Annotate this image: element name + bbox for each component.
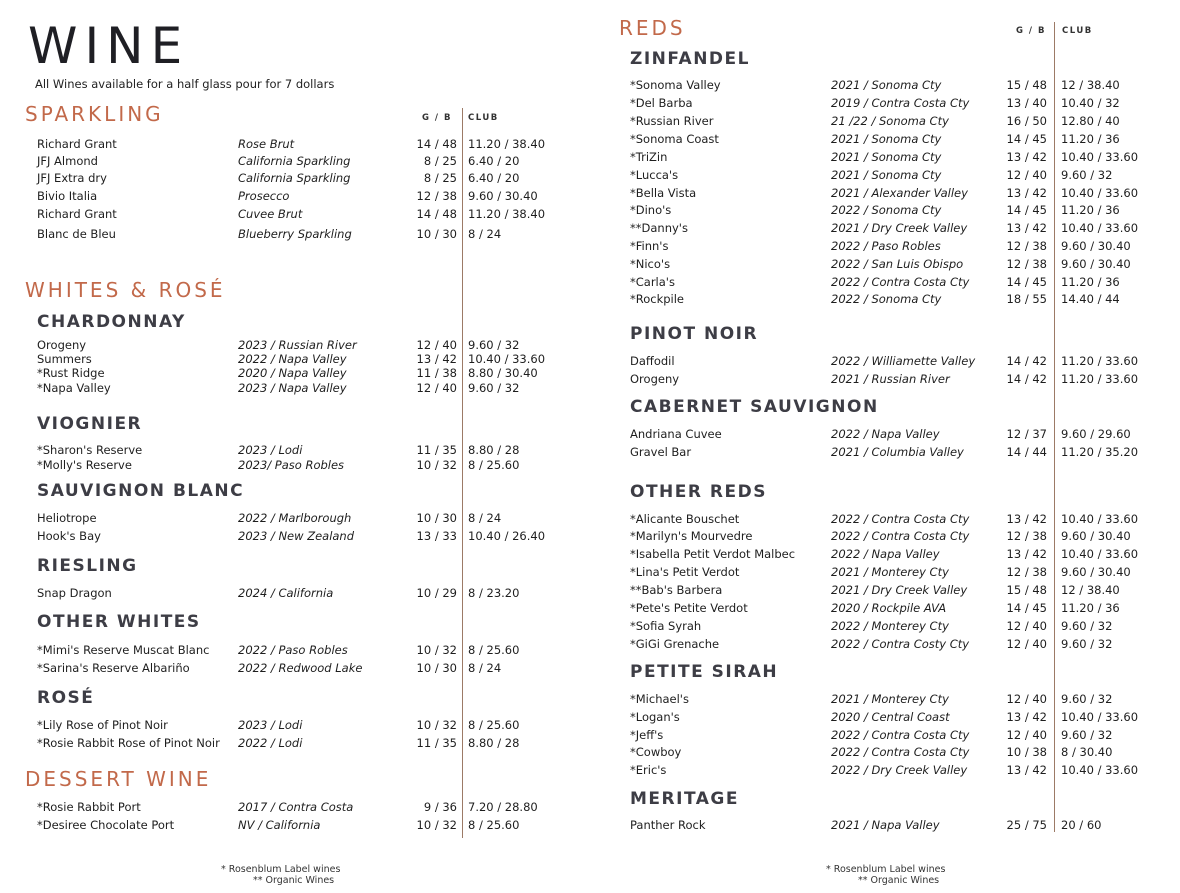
wine-club-price: 10.40 / 33.60 [1061,186,1139,200]
wine-glass-bottle-price: 13 / 42 [1006,547,1047,561]
wine-row [0,512,1180,527]
footnote-label-wines: * Rosenblum Label wines [221,864,341,875]
wine-row [0,275,1180,290]
wine-row [0,583,1180,598]
wine-club-price: 10.40 / 33.60 [468,352,546,366]
wine-vintage: California Sparkling [238,171,351,185]
heading-riesling: RIESLING [37,556,138,576]
wine-vintage: 2022 / Napa Valley [831,427,940,441]
heading-pinot-noir: PINOT NOIR [630,324,759,344]
wine-name: *Sonoma Valley [630,78,721,92]
wine-row [0,745,1180,760]
heading-rose: ROSÉ [37,688,95,708]
wine-row [0,132,1180,147]
wine-club-price: 12.80 / 40 [1061,114,1120,128]
wine-glass-bottle-price: 11 / 35 [416,443,457,457]
wine-glass-bottle-price: 14 / 44 [1006,445,1047,459]
wine-club-price: 10.40 / 32 [1061,96,1120,110]
wine-vintage: 2022 / Monterey Cty [831,619,949,633]
wine-name: *Sonoma Coast [630,132,719,146]
wine-glass-bottle-price: 10 / 38 [1006,745,1047,759]
wine-vintage: 2022 / San Luis Obispo [831,257,964,271]
wine-vintage: 2022 / Contra Costa Cty [831,529,970,543]
wine-name: *Nico's [630,257,671,271]
wine-row [0,728,1180,743]
wine-row [0,763,1180,778]
wine-glass-bottle-price: 13 / 42 [1006,512,1047,526]
wine-club-price: 9.60 / 32 [468,338,520,352]
heading-other-reds: OTHER REDS [630,482,767,502]
wine-name: *Finn's [630,239,669,253]
heading-other-whites: OTHER WHITES [37,612,201,632]
wine-vintage: 2021 / Sonoma Cty [831,150,942,164]
wine-vintage: Prosecco [238,189,290,203]
wine-glass-bottle-price: 13 / 42 [1006,186,1047,200]
section-whites-rose: WHITES & ROSÉ [25,278,226,302]
wine-vintage: California Sparkling [238,154,351,168]
wine-club-price: 10.40 / 33.60 [1061,547,1139,561]
wine-club-price: 10.40 / 33.60 [1061,221,1139,235]
wine-row [0,661,1180,676]
wine-name: *Pete's Petite Verdot [630,601,748,615]
wine-row [0,257,1180,272]
wine-vintage: 2022 / Williamette Valley [831,354,976,368]
wine-glass-bottle-price: 14 / 48 [416,137,457,151]
wine-name: *Sharon's Reserve [37,443,143,457]
wine-name: Richard Grant [37,137,117,151]
wine-club-price: 11.20 / 36 [1061,203,1120,217]
wine-vintage: 2022 / Paso Robles [238,643,348,657]
wine-club-price: 10.40 / 33.60 [1061,710,1139,724]
wine-name: **Bab's Barbera [630,583,723,597]
wine-vintage: 2023 / Russian River [238,338,357,352]
wine-glass-bottle-price: 13 / 33 [416,529,457,543]
wine-club-price: 9.60 / 32 [1061,168,1113,182]
wine-club-price: 8 / 25.60 [468,718,520,732]
wine-glass-bottle-price: 25 / 75 [1006,818,1047,832]
wine-club-price: 8 / 25.60 [468,458,520,472]
wine-row [0,78,1180,93]
wine-club-price: 8 / 24 [468,227,502,241]
wine-vintage: 21 /22 / Sonoma Cty [831,114,949,128]
footnote-organic-wines-right: ** Organic Wines [858,875,940,886]
wine-name: *Sofia Syrah [630,619,702,633]
wine-vintage: 2022 / Lodi [238,736,303,750]
wine-row [0,458,1180,473]
wine-name: Gravel Bar [630,445,692,459]
wine-club-price: 9.60 / 30.40 [468,189,538,203]
wine-name: *Molly's Reserve [37,458,132,472]
wine-name: *Isabella Petit Verdot Malbec [630,547,796,561]
wine-vintage: 2023 / New Zealand [238,529,355,543]
wine-glass-bottle-price: 12 / 37 [1006,427,1047,441]
wine-row [0,445,1180,460]
wine-vintage: NV / California [238,818,321,832]
wine-club-price: 8.80 / 28 [468,443,520,457]
wine-row [0,529,1180,544]
wine-glass-bottle-price: 10 / 32 [416,643,457,657]
wine-club-price: 11.20 / 33.60 [1061,354,1139,368]
wine-vintage: 2021 / Russian River [831,372,950,386]
wine-vintage: Blueberry Sparkling [238,227,352,241]
wine-vintage: 2023 / Lodi [238,718,303,732]
wine-club-price: 8 / 24 [468,661,502,675]
section-sparkling: SPARKLING [25,102,164,126]
wine-vintage: 2020 / Central Coast [831,710,950,724]
wine-glass-bottle-price: 10 / 30 [416,511,457,525]
wine-glass-bottle-price: 16 / 50 [1006,114,1047,128]
wine-club-price: 9.60 / 29.60 [1061,427,1131,441]
wine-name: *Mimi's Reserve Muscat Blanc [37,643,210,657]
wine-club-price: 6.40 / 20 [468,171,520,185]
wine-row [0,354,1180,369]
wine-vintage: 2021 / Napa Valley [831,818,940,832]
wine-glass-bottle-price: 10 / 30 [416,227,457,241]
wine-glass-bottle-price: 13 / 42 [1006,150,1047,164]
wine-glass-bottle-price: 10 / 30 [416,661,457,675]
gb-header-right: G / B [1016,26,1046,36]
wine-club-price: 11.20 / 33.60 [1061,372,1139,386]
wine-vintage: 2022 / Contra Costa Cty [831,728,970,742]
wine-vintage: 2022 / Sonoma Cty [831,292,942,306]
wine-glass-bottle-price: 13 / 42 [1006,221,1047,235]
wine-name: Summers [37,352,92,366]
club-header-right: CLUB [1062,26,1093,36]
wine-row [0,338,1180,353]
wine-name: **Danny's [630,221,688,235]
wine-name: *Lina's Petit Verdot [630,565,740,579]
wine-glass-bottle-price: 8 / 25 [423,171,457,185]
heading-viognier: VIOGNIER [37,414,143,434]
wine-vintage: 2022 / Contra Costa Cty [831,275,970,289]
wine-club-price: 10.40 / 26.40 [468,529,546,543]
wine-name: *Logan's [630,710,680,724]
wine-vintage: 2017 / Contra Costa [238,800,354,814]
wine-vintage: 2020 / Napa Valley [238,366,347,380]
wine-club-price: 14.40 / 44 [1061,292,1120,306]
wine-name: *Rockpile [630,292,685,306]
wine-glass-bottle-price: 12 / 38 [1006,257,1047,271]
wine-glass-bottle-price: 8 / 25 [423,154,457,168]
wine-vintage: 2022 / Contra Costa Cty [831,745,970,759]
wine-club-price: 11.20 / 36 [1061,132,1120,146]
wine-name: Heliotrope [37,511,97,525]
wine-vintage: 2021 / Sonoma Cty [831,78,942,92]
wine-vintage: 2021 / Columbia Valley [831,445,964,459]
wine-name: *Sarina's Reserve Albariño [37,661,190,675]
wine-club-price: 8 / 30.40 [1061,745,1113,759]
wine-club-price: 11.20 / 35.20 [1061,445,1139,459]
wine-glass-bottle-price: 11 / 35 [416,736,457,750]
wine-glass-bottle-price: 13 / 42 [1006,710,1047,724]
wine-club-price: 11.20 / 36 [1061,601,1120,615]
section-reds: REDS [619,16,686,40]
wine-glass-bottle-price: 12 / 38 [416,189,457,203]
wine-club-price: 9.60 / 32 [1061,637,1113,651]
wine-glass-bottle-price: 12 / 40 [1006,619,1047,633]
wine-club-price: 8 / 23.20 [468,586,520,600]
wine-name: *TriZin [630,150,668,164]
wine-row [0,96,1180,111]
wine-glass-bottle-price: 13 / 40 [1006,96,1047,110]
heading-chardonnay: CHARDONNAY [37,312,186,332]
wine-vintage: 2022 / Paso Robles [831,239,941,253]
wine-club-price: 8.80 / 28 [468,736,520,750]
wine-club-price: 10.40 / 33.60 [1061,150,1139,164]
page-title: WINE [28,17,190,75]
wine-vintage: 2022 / Sonoma Cty [831,203,942,217]
wine-name: *Napa Valley [37,381,111,395]
page-subtitle: All Wines available for a half glass pour for 7 dollars [35,77,335,91]
wine-club-price: 8.80 / 30.40 [468,366,538,380]
wine-name: Daffodil [630,354,675,368]
wine-club-price: 11.20 / 38.40 [468,137,546,151]
wine-name: *Lily Rose of Pinot Noir [37,718,168,732]
wine-name: *Bella Vista [630,186,697,200]
wine-glass-bottle-price: 14 / 45 [1006,203,1047,217]
wine-name: *Marilyn's Mourvedre [630,529,753,543]
wine-club-price: 8 / 25.60 [468,818,520,832]
wine-name: *Rosie Rabbit Port [37,800,141,814]
wine-row [0,239,1180,254]
wine-club-price: 10.40 / 33.60 [1061,512,1139,526]
wine-vintage: 2021 / Sonoma Cty [831,168,942,182]
wine-vintage: 2022 / Redwood Lake [238,661,363,675]
section-dessert-wine: DESSERT WINE [25,767,212,791]
wine-name: Andriana Cuvee [630,427,722,441]
wine-club-price: 9.60 / 30.40 [1061,565,1131,579]
wine-club-price: 20 / 60 [1061,818,1102,832]
club-header: CLUB [468,113,499,123]
wine-glass-bottle-price: 13 / 42 [1006,763,1047,777]
wine-name: *Jeff's [630,728,664,742]
wine-club-price: 9.60 / 30.40 [1061,529,1131,543]
wine-vintage: 2024 / California [238,586,334,600]
wine-glass-bottle-price: 14 / 45 [1006,601,1047,615]
wine-row [0,114,1180,129]
heading-sauvignon-blanc: SAUVIGNON BLANC [37,481,245,501]
wine-name: *Dino's [630,203,672,217]
wine-vintage: 2021 / Monterey Cty [831,565,949,579]
wine-row [0,710,1180,725]
wine-glass-bottle-price: 12 / 38 [1006,529,1047,543]
wine-row [0,168,1180,183]
wine-club-price: 9.60 / 32 [468,381,520,395]
wine-name: *Michael's [630,692,689,706]
wine-glass-bottle-price: 13 / 42 [416,352,457,366]
wine-name: Bivio Italia [37,189,98,203]
wine-glass-bottle-price: 14 / 45 [1006,275,1047,289]
wine-glass-bottle-price: 12 / 40 [1006,728,1047,742]
wine-club-price: 9.60 / 32 [1061,692,1113,706]
heading-petite-sirah: PETITE SIRAH [630,662,779,682]
wine-name: Blanc de Bleu [37,227,116,241]
wine-club-price: 9.60 / 32 [1061,728,1113,742]
wine-vintage: Cuvee Brut [238,207,303,221]
wine-glass-bottle-price: 14 / 42 [1006,354,1047,368]
wine-vintage: 2021 / Sonoma Cty [831,132,942,146]
wine-vintage: 2023 / Napa Valley [238,381,347,395]
wine-row [0,203,1180,218]
wine-vintage: Rose Brut [238,137,295,151]
wine-row [0,800,1180,815]
wine-name: *Rust Ridge [37,366,105,380]
wine-name: Panther Rock [630,818,706,832]
wine-club-price: 9.60 / 30.40 [1061,257,1131,271]
wine-glass-bottle-price: 12 / 40 [1006,637,1047,651]
wine-name: *Alicante Bouschet [630,512,740,526]
wine-vintage: 2022 / Contra Costy Cty [831,637,970,651]
wine-club-price: 10.40 / 33.60 [1061,763,1139,777]
wine-name: Orogeny [630,372,680,386]
wine-vintage: 2021 / Monterey Cty [831,692,949,706]
wine-name: Hook's Bay [37,529,101,543]
wine-name: JFJ Almond [37,154,98,168]
wine-glass-bottle-price: 9 / 36 [423,800,457,814]
wine-glass-bottle-price: 14 / 48 [416,207,457,221]
wine-name: Snap Dragon [37,586,112,600]
wine-row [0,637,1180,652]
wine-vintage: 2020 / Rockpile AVA [831,601,947,615]
wine-row [0,292,1180,307]
wine-glass-bottle-price: 12 / 40 [416,338,457,352]
wine-name: *Rosie Rabbit Rose of Pinot Noir [37,736,220,750]
wine-glass-bottle-price: 12 / 40 [416,381,457,395]
wine-glass-bottle-price: 10 / 29 [416,586,457,600]
wine-vintage: 2022 / Dry Creek Valley [831,763,968,777]
gb-header: G / B [422,113,452,123]
wine-name: *Del Barba [630,96,693,110]
wine-name: *Desiree Chocolate Port [37,818,175,832]
wine-club-price: 6.40 / 20 [468,154,520,168]
wine-vintage: 2021 / Dry Creek Valley [831,221,968,235]
wine-club-price: 11.20 / 36 [1061,275,1120,289]
wine-club-price: 11.20 / 38.40 [468,207,546,221]
wine-glass-bottle-price: 18 / 55 [1006,292,1047,306]
wine-glass-bottle-price: 12 / 40 [1006,168,1047,182]
wine-row [0,601,1180,616]
heading-zinfandel: ZINFANDEL [630,49,750,69]
wine-club-price: 7.20 / 28.80 [468,800,538,814]
wine-name: Richard Grant [37,207,117,221]
wine-name: *Russian River [630,114,714,128]
wine-club-price: 8 / 24 [468,511,502,525]
wine-glass-bottle-price: 11 / 38 [416,366,457,380]
wine-row [0,547,1180,562]
wine-name: *GiGi Grenache [630,637,720,651]
wine-glass-bottle-price: 10 / 32 [416,818,457,832]
wine-row [0,186,1180,201]
heading-cabernet-sauvignon: CABERNET SAUVIGNON [630,397,879,417]
wine-vintage: 2021 / Alexander Valley [831,186,968,200]
wine-name: JFJ Extra dry [37,171,107,185]
wine-name: *Eric's [630,763,667,777]
wine-glass-bottle-price: 12 / 38 [1006,565,1047,579]
wine-vintage: 2023/ Paso Robles [238,458,345,472]
wine-glass-bottle-price: 14 / 45 [1006,132,1047,146]
wine-row [0,221,1180,236]
wine-vintage: 2022 / Contra Costa Cty [831,512,970,526]
wine-club-price: 12 / 38.40 [1061,78,1120,92]
wine-row [0,427,1180,442]
wine-club-price: 9.60 / 30.40 [1061,239,1131,253]
wine-glass-bottle-price: 12 / 40 [1006,692,1047,706]
wine-row [0,692,1180,707]
wine-glass-bottle-price: 12 / 38 [1006,239,1047,253]
wine-club-price: 12 / 38.40 [1061,583,1120,597]
wine-vintage: 2022 / Napa Valley [238,352,347,366]
wine-glass-bottle-price: 15 / 48 [1006,78,1047,92]
footnote-organic-wines: ** Organic Wines [253,875,335,886]
wine-row [0,372,1180,387]
wine-vintage: 2021 / Dry Creek Valley [831,583,968,597]
wine-glass-bottle-price: 10 / 32 [416,718,457,732]
wine-glass-bottle-price: 10 / 32 [416,458,457,472]
footnote-label-wines-right: * Rosenblum Label wines [826,864,946,875]
wine-vintage: 2022 / Marlborough [238,511,352,525]
heading-meritage: MERITAGE [630,789,739,809]
wine-vintage: 2022 / Napa Valley [831,547,940,561]
wine-row [0,619,1180,634]
wine-club-price: 8 / 25.60 [468,643,520,657]
wine-name: *Carla's [630,275,675,289]
wine-club-price: 9.60 / 32 [1061,619,1113,633]
wine-vintage: 2019 / Contra Costa Cty [831,96,970,110]
wine-row [0,565,1180,580]
wine-name: *Lucca's [630,168,679,182]
wine-name: *Cowboy [630,745,682,759]
wine-row [0,150,1180,165]
wine-glass-bottle-price: 15 / 48 [1006,583,1047,597]
wine-glass-bottle-price: 14 / 42 [1006,372,1047,386]
wine-vintage: 2023 / Lodi [238,443,303,457]
wine-name: Orogeny [37,338,87,352]
wine-row [0,818,1180,833]
